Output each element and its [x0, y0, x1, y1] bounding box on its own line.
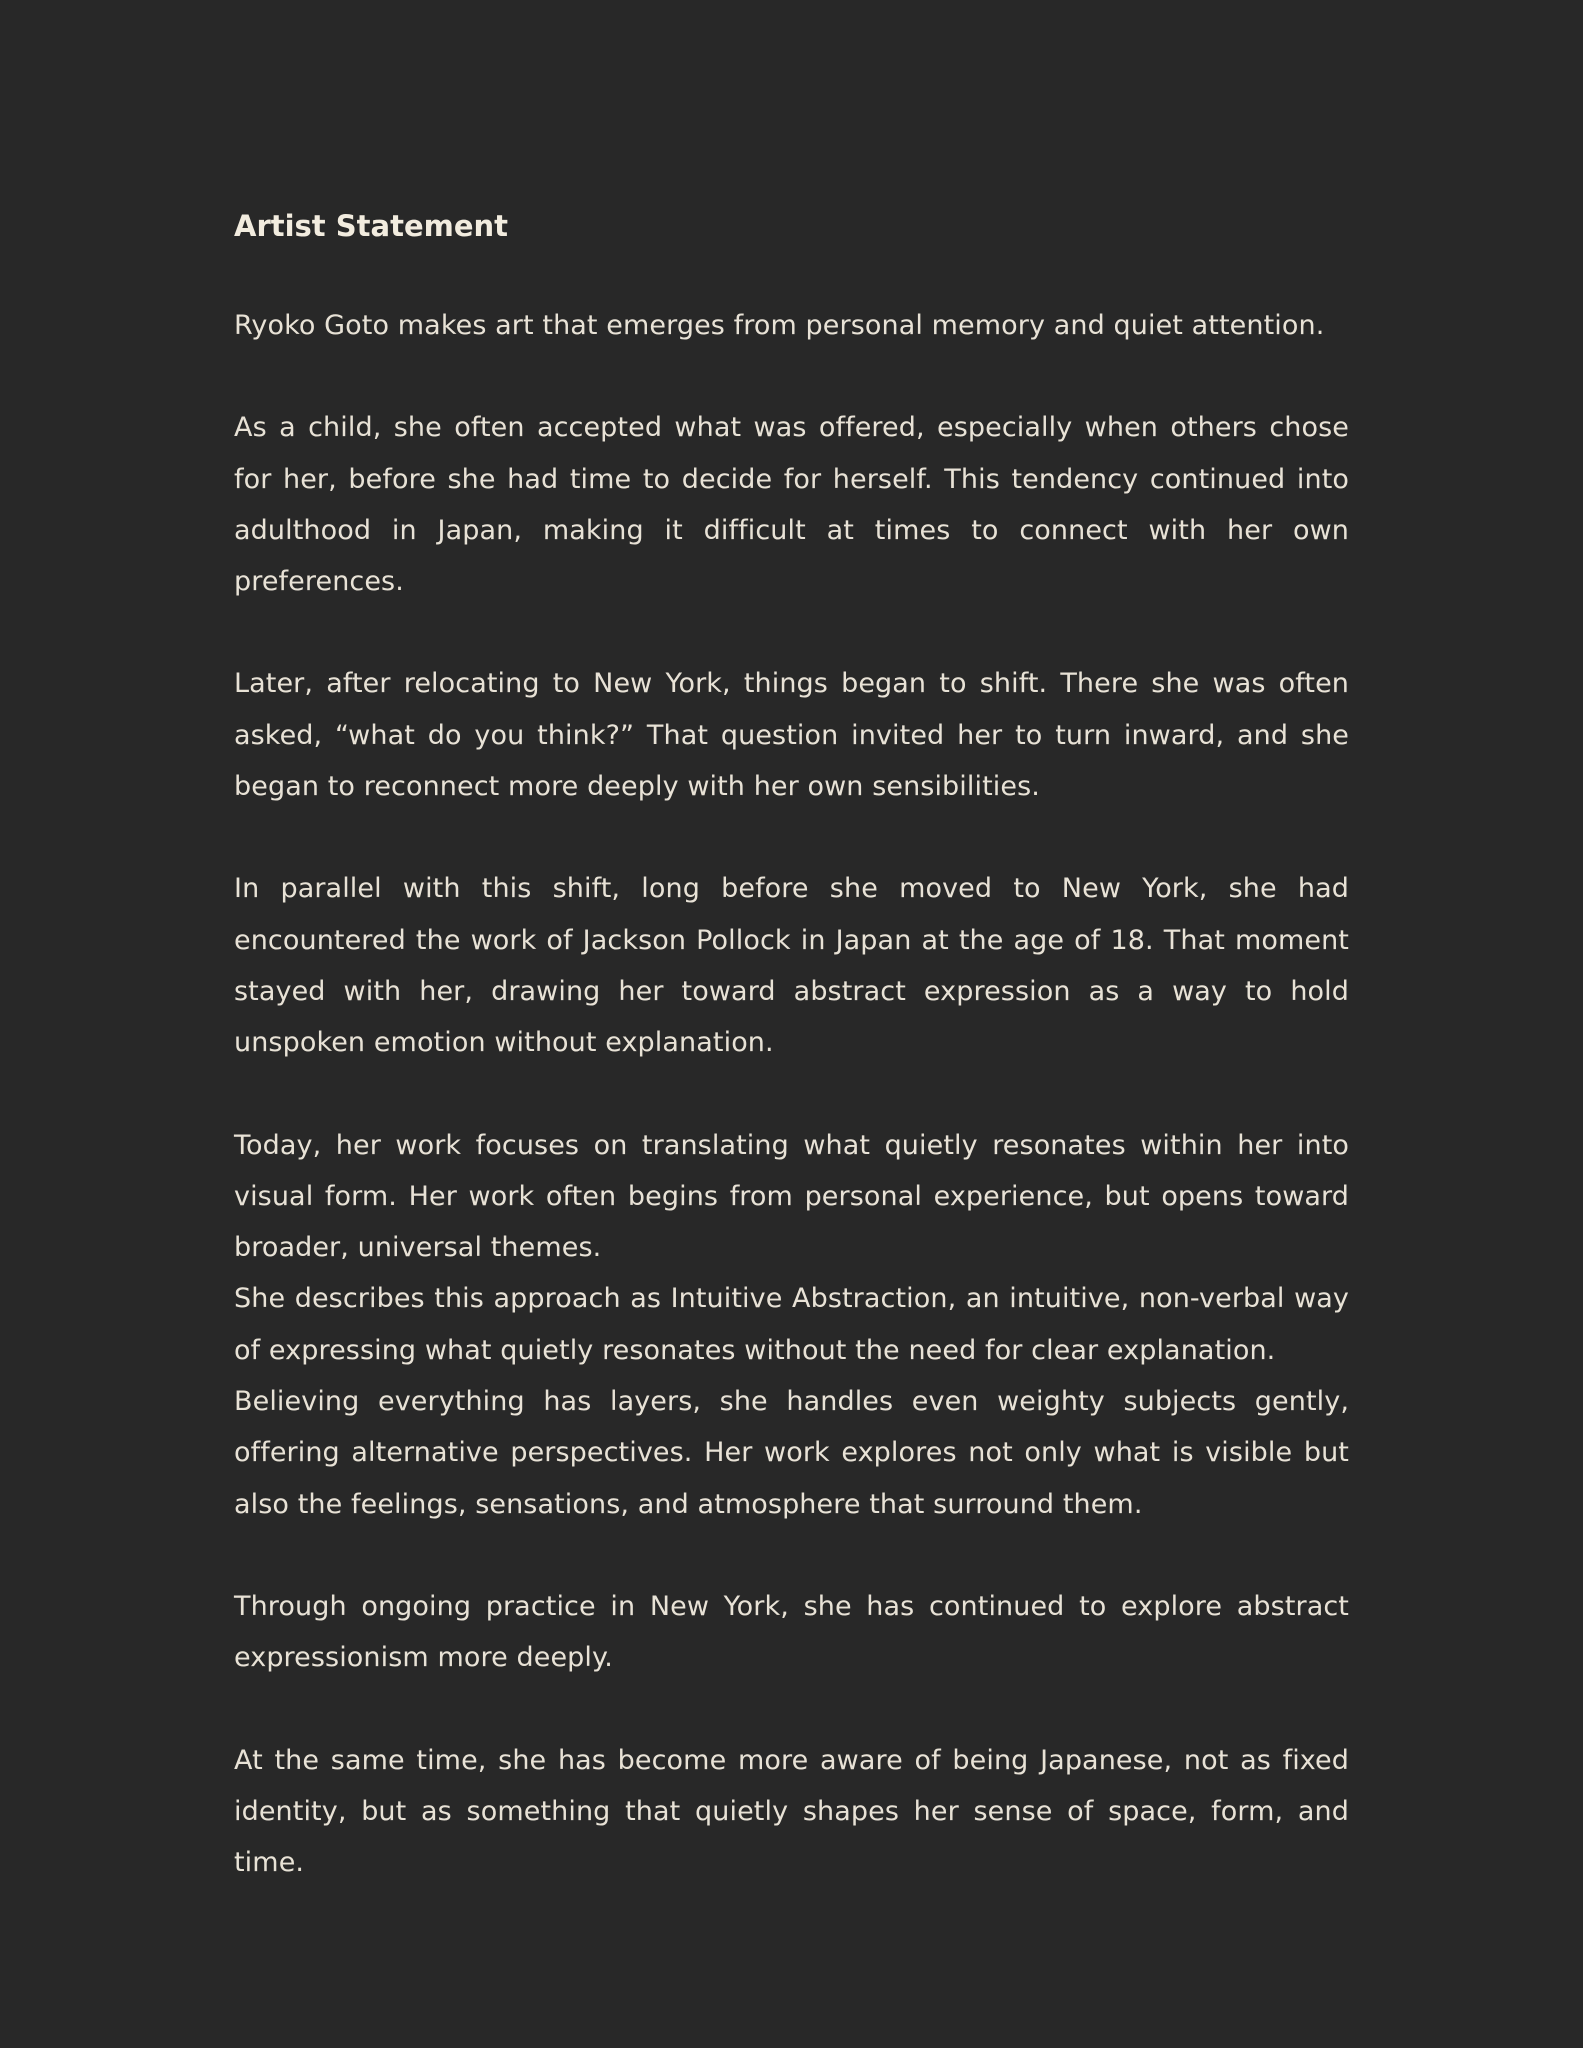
- paragraph-japanese-identity: At the same time, she has become more aware of being Japanese, not as fixed identity, but as something that quietly shapes her sense of space, form, and time.: [234, 1744, 1349, 1879]
- artist-statement-document: [234, 204, 1349, 1888]
- paragraph-new-york-shift: Later, after relocating to New York, things began to shift. There she was often asked, “what do you think?” That question invited her to turn inward, and she began to reconnect more deeply with her own sensibilities.: [234, 668, 1349, 803]
- paragraph-pollock-encounter: In parallel with this shift, long before she moved to New York, she had encountered the work of Jackson Pollock in Japan at the age of 18. That moment stayed with her, drawing her toward abstract expression as a way to hold unspoken emotion without explanation.: [234, 873, 1349, 1059]
- paragraph-intuitive-abstraction: She describes this approach as Intuitive Abstraction, an intuitive, non-verbal way of expressing what quietly resonates without the need for clear explanation.: [234, 1283, 1349, 1366]
- paragraph-layers: Believing everything has layers, she handles even weighty subjects gently, offering alternative perspectives. Her work explores not only what is visible but also the feelings, sensations, and atmosphere that surround them.: [234, 1386, 1349, 1520]
- paragraph-work-focus: Today, her work focuses on translating what quietly resonates within her into visual form. Her work often begins from personal experience, but opens toward broader, universal themes.: [234, 1129, 1349, 1264]
- paragraph-childhood: As a child, she often accepted what was offered, especially when others chose for her, before she had time to decide for herself. This tendency continued into adulthood in Japan, making it difficult at times to connect with her own preferences.: [234, 412, 1349, 598]
- paragraph-intro: Ryoko Goto makes art that emerges from personal memory and quiet attention.: [234, 310, 1325, 341]
- paragraph-ongoing-practice: Through ongoing practice in New York, she has continued to explore abstract expressionism more deeply.: [234, 1590, 1349, 1674]
- document-title: Artist Statement: [234, 209, 509, 243]
